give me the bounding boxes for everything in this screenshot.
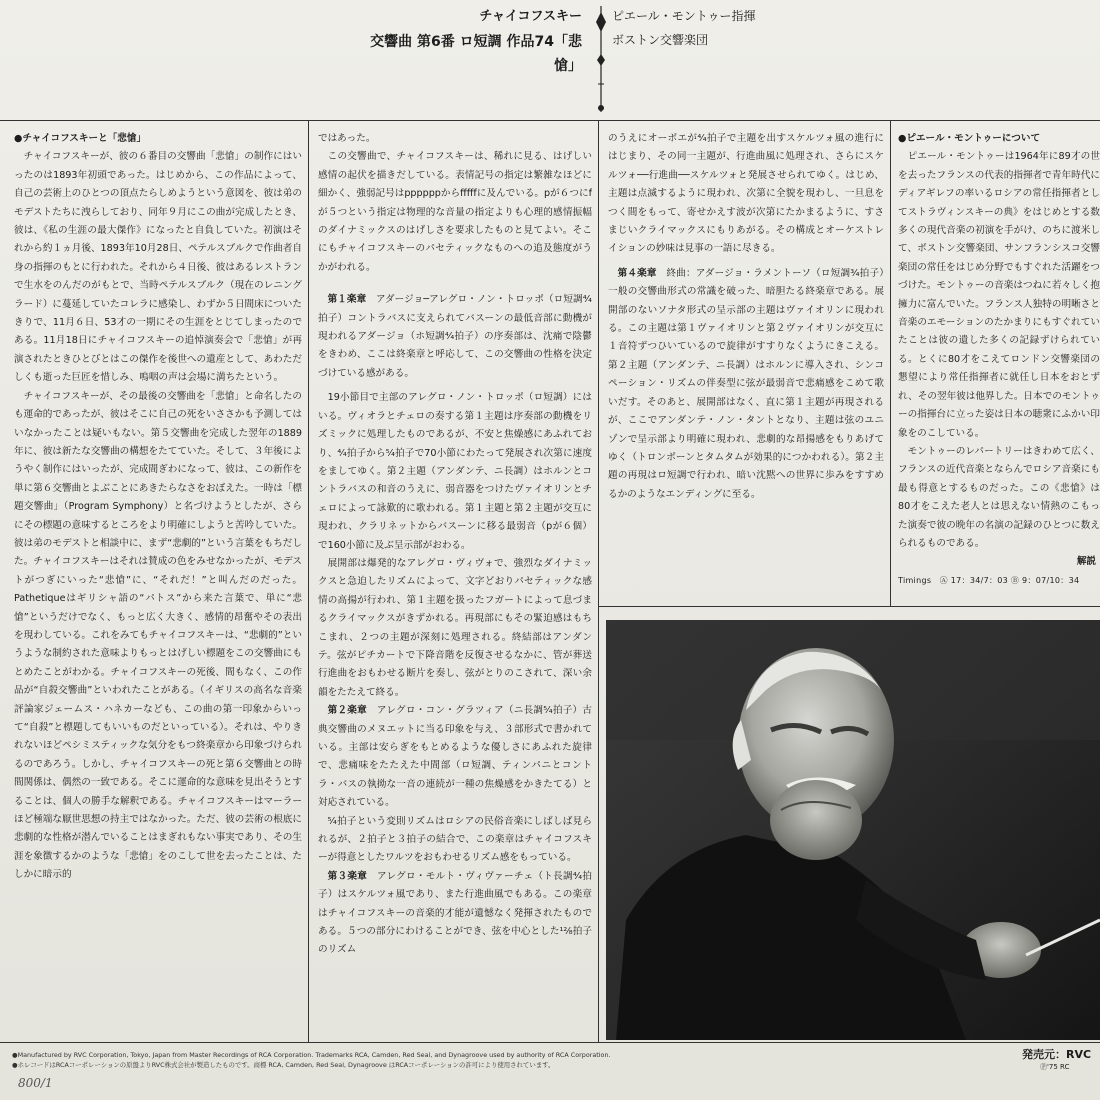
section-heading-monteux: ●ピエール・モントゥーについて [898,133,1041,144]
handwritten-price: 800/1 [18,1076,53,1090]
timings-values: Ⓐ 17：34/7：03 Ⓑ 9：07/10：34 [939,575,1080,585]
column-divider-3 [890,120,891,606]
footer-credits [12,1050,892,1070]
movement-3-paragraph [318,868,592,960]
footer-line-ja: ●ホレコードはRCAコーポレーションの原盤よりRVC株式会社が製造したものです。商標 RCA, Camden, Red Seal, Dynagroove はRCAコーポレーションの許可により使用されています。 [12,1061,555,1069]
paragraph: モントゥーのレパートリーはきわめて広く、フランスの近代音楽とならんでロシア音楽にも最も得意とするものだった。この《悲愴》は80才をこえた老人とは思えない情熱のこもった演奏で彼の晩年の名演の記録のひとつに数えられるものである。 [898,445,1100,549]
author-credit: 解説 [1076,556,1096,568]
column-divider-2 [598,120,599,1042]
paragraph: 展開部は爆発的なアレグロ・ヴィヴォで、強烈なダイナミックスと急迫したリズムによって、文字どおりパセティックな感情の高揚が行われ、第１主題を扱ったフガートによって息づまるクライマックスがきずかれる。再現部にもその緊迫感はもちこまれ、２つの主題が深刻に処理される。終結部はアンダンテ。弦がピチカートで下降音階を反復させるなかに、管が葬送行進曲をおもわせる断片を奏し、弦がとりのこされて、深い余韻をたたえて終る。 [318,557,592,698]
column-4 [898,130,1100,590]
paragraph: この交響曲で、チャイコフスキーは、稀れに見る、はげしい感情の起伏を描きだしている。表情記号の指定は繁雑なほどに細かく、強弱記号はppppppからfffffに及んでいる。pが６つにfが５つという指定は物理的な音量の指定よりも心理的感情振幅のダイナミックスのはげしさを要求したものと見てよい。そこにもチャイコフスキーのパセティックなものへの追及態度がうかがわれる。 [318,151,592,273]
movement-2-label: 第２楽章 [327,705,368,717]
section-heading-tchaikovsky: ●チャイコフスキーと「悲愴」 [14,133,147,144]
movement-4-paragraph [608,265,884,504]
paragraph: ⁵⁄₄拍子という変則リズムはロシアの民俗音楽にしばしば見られるが、２拍子と３拍子の結合で、この楽章はチャイコフスキーが得意としたワルツをおもわせるリズム感をもっている。 [318,815,592,864]
work-title: 交響曲 第6番 ロ短調 作品74「悲愴」 [370,34,582,74]
paragraph: のうえにオーボエが⁴⁄₄拍子で主題を出すスケルツォ風の進行にはじまり、その同一主題が、行進曲風に処理され、さらにスケルツォ──行進曲──スケルツォと発展させられてゆく。はじめ、主題は点滅するように現われ、次第に全貌を現わし、一旦息をつく間をもって、寄せかえす波が次第にたかまるように、すさまじいクライマックスにもりあがる。その構成とオーケストレイションの妙味は見事の一語に尽きる。 [608,133,884,255]
movement-2-text: アレグロ・コン・グラツィア（ニ長調⁵⁄₄拍子）古典交響曲のメヌエットに当る印象を与え、３部形式で書かれている。主部は安らぎをもとめるような優しさにあふれた旋律で、悲痛味をたたえた中間部（ロ短調、ティンパニとコントラ・バスの執拗な一音の連続が一種の焦燥感をかきたてる）と対応されている。 [318,705,592,809]
timings [898,572,1100,590]
photo-top-rule [598,606,1100,607]
paragraph: 19小節目で主部のアレグロ・ノン・トロッポ（ロ短調）にはいる。ヴィオラとチェロの奏する第１主題は序奏部の動機をリズミックに処理したものであるが、不安と焦燥感にあふれており、⁴⁄₄拍子から⁵⁄₄拍子で70小節にわたって発展され次第に速度をましてゆく。第２主題（アンダンテ、ニ長調）はホルンとコントラバスの和音のうえに、弱音器をつけたヴァイオリンとチェロによって詠歎的に歌われる。第１主題と第２主題が交互に現われ、クラリネットからバスーンに移る最弱音（pが６個）で160小節に及ぶ呈示部がおわる。 [318,392,592,551]
baton-ornament-icon [590,4,612,114]
performers-block [612,4,755,52]
column-divider-1 [308,120,309,1042]
movement-3-text: アレグロ・モルト・ヴィヴァーチェ（ト長調⁴⁄₄拍子）はスケルツォ風であり、また行進曲風でもある。この楽章はチャイコフスキーの音楽的才能が遺憾なく発揮されたものである。５つの部分にわけることができ、弦を中心とした¹²⁄₈拍子のリズム [318,870,592,956]
movement-1-label: 第１楽章 [327,294,367,306]
timings-label: Timings [898,575,932,585]
composer-title: チャイコフスキー [479,9,582,24]
column-1 [14,130,302,1070]
column-3 [608,130,884,590]
paragraph: ピエール・モントゥーは1964年に89才の世を去ったフランスの代表的指揮者で青年時代にディアギレフの率いるロシアの常任指揮者としてストラヴィンスキーの典》をはじめとする数多くの現代音楽の初演を手がけ、のちに渡米して、ボストン交響楽団、サンフランシスコ交響楽団の常任をはじめ分野でもすぐれた活躍をつづけた。モントゥーの音楽はつねに若々しく抱擁力に富んでいた。フランス人独特の明晰さと音楽のエモーションのたかまりにもすぐれていたことは彼の遺した多くの記録ずけられている。とくに80才をこえてロンドン交響楽団の懇望により常任指揮者に就任し日本をおとずれ、その翌年彼は他界した。日本でのモントゥーの指揮台に立った姿は日本の聴衆にふかい印象をのこしている。 [898,151,1100,439]
publisher-label: 発売元：RVC [1022,1048,1092,1061]
paragraph: チャイコフスキーが、彼の６番目の交響曲「悲愴」の制作にはいったのは1893年初頭であった。はじめから、この作品によって、自己の芸術上のひとつの頂点たらしめようという意図を、彼は弟のモデストたちに洩らしており、同年９月にこの曲が完成したとき、彼は、《私の生涯の最大傑作》になったと自負していた。初演はそれから約１ヵ月後、1893年10月28日、ペテルスブルクで作曲者自身の指揮のもとに行われた。それから４日後、彼はあるレストランで生水をのんだのがもとで、当時ペテルスブルク（現在のレニングラード）に蔓延していたコレラに感染し、わずか５日間床についたきりで、11月６日、53才の一期にその生涯をとじてしまったのである。11月18日にチャイコフスキーの追悼演奏会で「悲愴」が再演されたときひとびとはこの傑作を後世への遺産として、あわただしくも逝った巨匠を惜しみ、嗚咽の声は会場に満ちたという。 [14,151,302,384]
movement-1-paragraph [318,291,592,383]
movement-1-text: アダージョ─アレグロ・ノン・トロッポ（ロ短調⁴⁄₄拍子）コントラバスに支えられてバスーンの最低音部に動機が現われるアダージョ（ホ短調⁴⁄₄拍子）の序奏部は、沈痛で陰鬱をきわめ、ここは終楽章と呼応して、この交響曲の性格を決定づけている感がある。 [318,294,592,379]
movement-4-label: 第４楽章 [617,267,657,279]
movement-4-text: 終曲：アダージョ・ラメントーソ（ロ短調³⁄₄拍子）一般の交響曲形式の常識を破った、暗胆たる終楽章である。展開部のないソナタ形式の呈示部の主題はヴァイオリンに現われる。この主題は第１ヴァイオリンと第２ヴァイオリンが交互に１音符ずつひいているので旋律がすすりなくようにきこえる。第２主題（アンダンテ、ニ長調）はホルンに導入され、シンコペーション・リズムの伴奏型に弦が最弱音で悲痛感をこめて歌いだす。そのあと、展開部はなく、直に第１主題が再現されるが、ここでアンダンテ・ノン・タントとなり、主題は弦のユニゾンで呈示部より明確に現われ、悲劇的な昂揚感をもりあげてゆく（トロンボーンとタムタムが効果的につかわれる）。第２主題の再現はロ短調で行われ、暗い沈黙への世界に歩みをすすめるかのようなエンディングに至る。 [608,267,884,500]
movement-3-label: 第３楽章 [327,870,368,882]
conductor-photo [606,620,1100,1040]
paragraph: ではあった。 [318,133,376,144]
top-rule [0,120,1100,121]
column-2 [318,130,592,1070]
movement-2-paragraph [318,702,592,812]
copyright-year: Ⓟ'75 RC [1040,1063,1070,1071]
title-block [350,4,582,78]
conductor-credit: ピエール・モントゥー指揮 [612,9,756,23]
footer-line-en: ●Manufactured by RVC Corporation, Tokyo, Japan from Master Recordings of RCA Corporation. Trademarks RCA, Camden, Red Seal, and Dynagroove used by authority of RCA Corporation. [12,1051,611,1059]
orchestra-credit: ボストン交響楽団 [612,33,709,47]
paragraph: チャイコフスキーが、その最後の交響曲を「悲愴」と命名したのも運命的であったが、彼はそこに自己の死をいささかも予測してはいなかったことは疑いもない。第５交響曲を完成した翌年の1889年に、彼は新たな交響曲の構想をたてていた。そして、３年後にようやく制作にはいったが、完成間ぎわになって、彼は、この新作を単に第６交響曲とよぶことにあきたらなさをおぼえた。一時は「標題交響曲」（Program Symphony）と名づけようとしたが、さらにその標題の意味するところをより明確にしようと苦吟していた。彼は弟のモデストと相談中に、まず“悲劇的”という言葉をもちだした。チャイコフスキーはそれは賛成の色をみせなかったが、モデストがつぎにいった“悲愴”に、“それだ！”と叫んだのだった。Pathetiqueはギリシャ語の“パトス”から来た言葉で、単に“悲愴”というだけでなく、もっと広く大きく、感情的昂奮やその表出を現わしている。これをみてもチャイコフスキーは、“悲劇的”というような制約された意味よりもっとはげしい標題をこの交響曲にもとめたことがわかる。チャイコフスキーの死後、間もなく、この作品が“自殺交響曲”といわれたことがある。（イギリスの高名な音楽評論家ジェームス・ハネカーなども、この曲の第一印象からいって“自殺”と標題してもいいものだといっている）。それは、やりきれないほどペシミスティックな気分をもつ終楽章から印象づけられるのであろう。しかし、チャイコフスキーの死と第６交響曲との時間関係は、偶然の一致である。そこに運命的な意味を見出そうとすることは、個人の勝手な解釈である。チャイコフスキーはマーラーほど極端な厭世思想の持主ではなかった。ただ、彼の芸術の根底に悲劇的な性格が潜んでいることはまぎれもない事実であり、その生涯を象徴するかのような「悲愴」をのこして世を去ったことは、たしかに暗示的 [14,390,302,881]
